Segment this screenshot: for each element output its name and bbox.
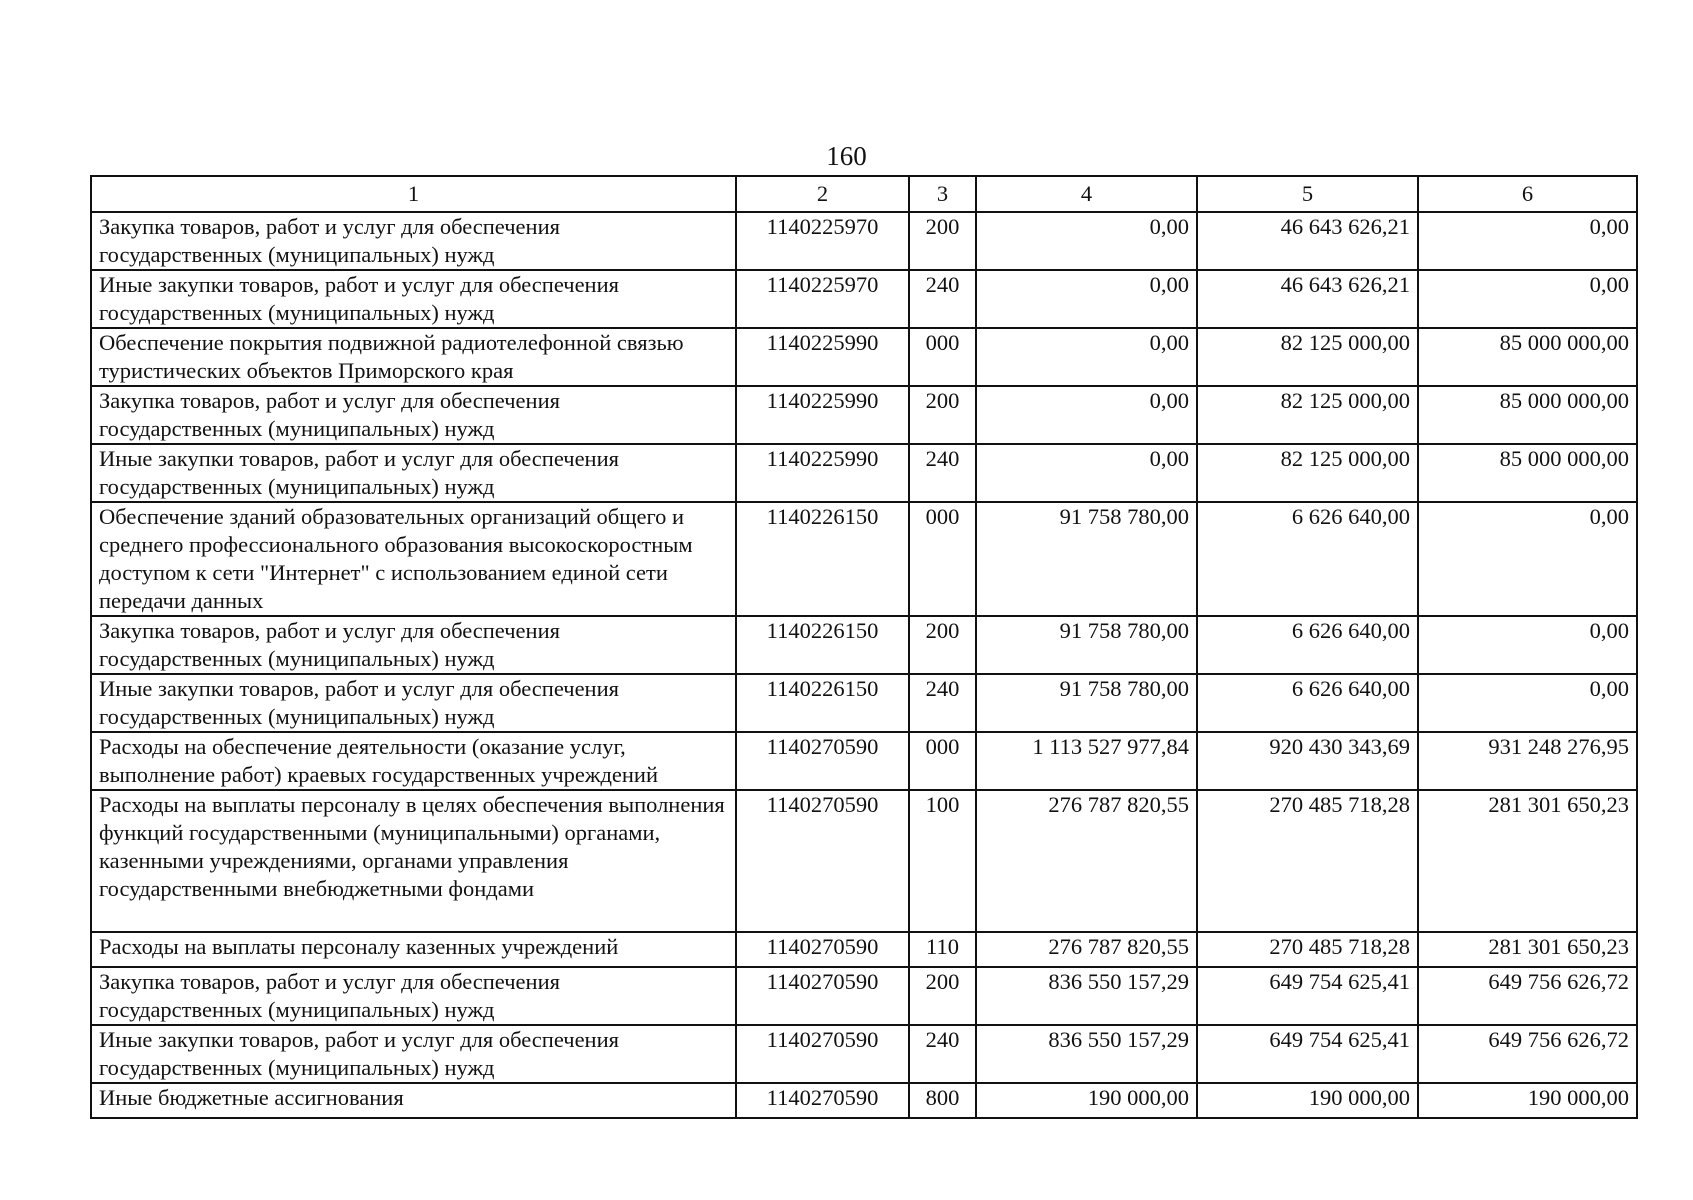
- table-row: [91, 212, 1637, 270]
- row-name: Обеспечение покрытия подвижной радиотелефонной связью туристических объектов Приморского края: [91, 328, 736, 386]
- row-code: 1140270590: [736, 967, 909, 1025]
- row-code: 1140226150: [736, 502, 909, 616]
- row-expense-type: 240: [909, 674, 976, 732]
- header-row: [91, 176, 1637, 212]
- row-expense-type: 200: [909, 967, 976, 1025]
- row-value-6: 0,00: [1418, 616, 1637, 674]
- row-expense-type: 800: [909, 1083, 976, 1118]
- row-value-6: 85 000 000,00: [1418, 328, 1637, 386]
- row-value-4: 0,00: [976, 328, 1197, 386]
- row-value-5: 82 125 000,00: [1197, 386, 1418, 444]
- row-value-6: 0,00: [1418, 270, 1637, 328]
- row-expense-type: 200: [909, 386, 976, 444]
- row-value-4: 0,00: [976, 270, 1197, 328]
- column-header-2: 2: [736, 176, 909, 212]
- row-name: Обеспечение зданий образовательных организаций общего и среднего профессионального образования высокоскоростным доступом к сети "Интернет" с использованием единой сети передачи данных: [91, 502, 736, 616]
- table-row: [91, 270, 1637, 328]
- row-value-4: 0,00: [976, 212, 1197, 270]
- page-number: 160: [826, 141, 867, 171]
- table-row: [91, 674, 1637, 732]
- row-code: 1140226150: [736, 616, 909, 674]
- row-value-4: 190 000,00: [976, 1083, 1197, 1118]
- row-value-4: 91 758 780,00: [976, 616, 1197, 674]
- row-value-4: 0,00: [976, 386, 1197, 444]
- row-value-4: 91 758 780,00: [976, 502, 1197, 616]
- row-name: Закупка товаров, работ и услуг для обеспечения государственных (муниципальных) нужд: [91, 212, 736, 270]
- row-expense-type: 240: [909, 270, 976, 328]
- row-value-6: 85 000 000,00: [1418, 444, 1637, 502]
- row-name: Расходы на выплаты персоналу в целях обеспечения выполнения функций государственными (муниципальными) органами, казенными учреждениями, органами управления государственными внебюджетными фондами: [91, 790, 736, 932]
- table-row: [91, 732, 1637, 790]
- row-value-4: 1 113 527 977,84: [976, 732, 1197, 790]
- row-code: 1140225970: [736, 212, 909, 270]
- table-row: [91, 328, 1637, 386]
- row-value-5: 190 000,00: [1197, 1083, 1418, 1118]
- row-value-6: 85 000 000,00: [1418, 386, 1637, 444]
- row-expense-type: 200: [909, 616, 976, 674]
- column-header-4: 4: [976, 176, 1197, 212]
- row-code: 1140270590: [736, 732, 909, 790]
- row-value-5: 270 485 718,28: [1197, 932, 1418, 967]
- row-value-6: 0,00: [1418, 502, 1637, 616]
- table-row: [91, 790, 1637, 932]
- row-code: 1140270590: [736, 790, 909, 932]
- table-row: [91, 1083, 1637, 1118]
- row-name: Закупка товаров, работ и услуг для обеспечения государственных (муниципальных) нужд: [91, 386, 736, 444]
- row-expense-type: 000: [909, 732, 976, 790]
- table-row: [91, 444, 1637, 502]
- row-expense-type: 200: [909, 212, 976, 270]
- row-expense-type: 000: [909, 328, 976, 386]
- row-value-6: 931 248 276,95: [1418, 732, 1637, 790]
- table-row: [91, 386, 1637, 444]
- row-value-5: 6 626 640,00: [1197, 502, 1418, 616]
- row-name: Закупка товаров, работ и услуг для обеспечения государственных (муниципальных) нужд: [91, 616, 736, 674]
- row-code: 1140225990: [736, 444, 909, 502]
- row-value-4: 0,00: [976, 444, 1197, 502]
- row-expense-type: 000: [909, 502, 976, 616]
- row-name: Иные закупки товаров, работ и услуг для обеспечения государственных (муниципальных) нужд: [91, 444, 736, 502]
- row-code: 1140225990: [736, 386, 909, 444]
- row-code: 1140225970: [736, 270, 909, 328]
- row-value-5: 6 626 640,00: [1197, 674, 1418, 732]
- row-value-5: 46 643 626,21: [1197, 212, 1418, 270]
- row-value-6: 649 756 626,72: [1418, 967, 1637, 1025]
- column-header-1: 1: [91, 176, 736, 212]
- row-value-5: 270 485 718,28: [1197, 790, 1418, 932]
- row-value-4: 836 550 157,29: [976, 967, 1197, 1025]
- row-code: 1140226150: [736, 674, 909, 732]
- row-value-4: 836 550 157,29: [976, 1025, 1197, 1083]
- column-header-5: 5: [1197, 176, 1418, 212]
- row-value-6: 281 301 650,23: [1418, 932, 1637, 967]
- row-name: Расходы на выплаты персоналу казенных учреждений: [91, 932, 736, 967]
- row-code: 1140270590: [736, 1025, 909, 1083]
- table-row: [91, 932, 1637, 967]
- table-row: [91, 616, 1637, 674]
- row-value-5: 920 430 343,69: [1197, 732, 1418, 790]
- row-expense-type: 240: [909, 1025, 976, 1083]
- row-code: 1140270590: [736, 1083, 909, 1118]
- row-name: Расходы на обеспечение деятельности (оказание услуг, выполнение работ) краевых государственных учреждений: [91, 732, 736, 790]
- row-name: Иные бюджетные ассигнования: [91, 1083, 736, 1118]
- row-code: 1140225990: [736, 328, 909, 386]
- row-code: 1140270590: [736, 932, 909, 967]
- row-value-5: 82 125 000,00: [1197, 328, 1418, 386]
- row-name: Закупка товаров, работ и услуг для обеспечения государственных (муниципальных) нужд: [91, 967, 736, 1025]
- row-value-6: 281 301 650,23: [1418, 790, 1637, 932]
- row-value-6: 190 000,00: [1418, 1083, 1637, 1118]
- column-header-6: 6: [1418, 176, 1637, 212]
- row-value-4: 276 787 820,55: [976, 790, 1197, 932]
- row-expense-type: 100: [909, 790, 976, 932]
- table-row: [91, 1025, 1637, 1083]
- table-row: [91, 502, 1637, 616]
- row-value-4: 91 758 780,00: [976, 674, 1197, 732]
- row-expense-type: 240: [909, 444, 976, 502]
- row-name: Иные закупки товаров, работ и услуг для обеспечения государственных (муниципальных) нужд: [91, 1025, 736, 1083]
- row-value-5: 46 643 626,21: [1197, 270, 1418, 328]
- row-value-6: 0,00: [1418, 674, 1637, 732]
- row-name: Иные закупки товаров, работ и услуг для обеспечения государственных (муниципальных) нужд: [91, 270, 736, 328]
- row-value-5: 6 626 640,00: [1197, 616, 1418, 674]
- row-value-5: 82 125 000,00: [1197, 444, 1418, 502]
- row-value-4: 276 787 820,55: [976, 932, 1197, 967]
- row-value-6: 0,00: [1418, 212, 1637, 270]
- table-row: [91, 967, 1637, 1025]
- row-name: Иные закупки товаров, работ и услуг для обеспечения государственных (муниципальных) нужд: [91, 674, 736, 732]
- column-header-3: 3: [909, 176, 976, 212]
- row-value-6: 649 756 626,72: [1418, 1025, 1637, 1083]
- row-value-5: 649 754 625,41: [1197, 967, 1418, 1025]
- budget-table: [90, 175, 1638, 1119]
- row-expense-type: 110: [909, 932, 976, 967]
- row-value-5: 649 754 625,41: [1197, 1025, 1418, 1083]
